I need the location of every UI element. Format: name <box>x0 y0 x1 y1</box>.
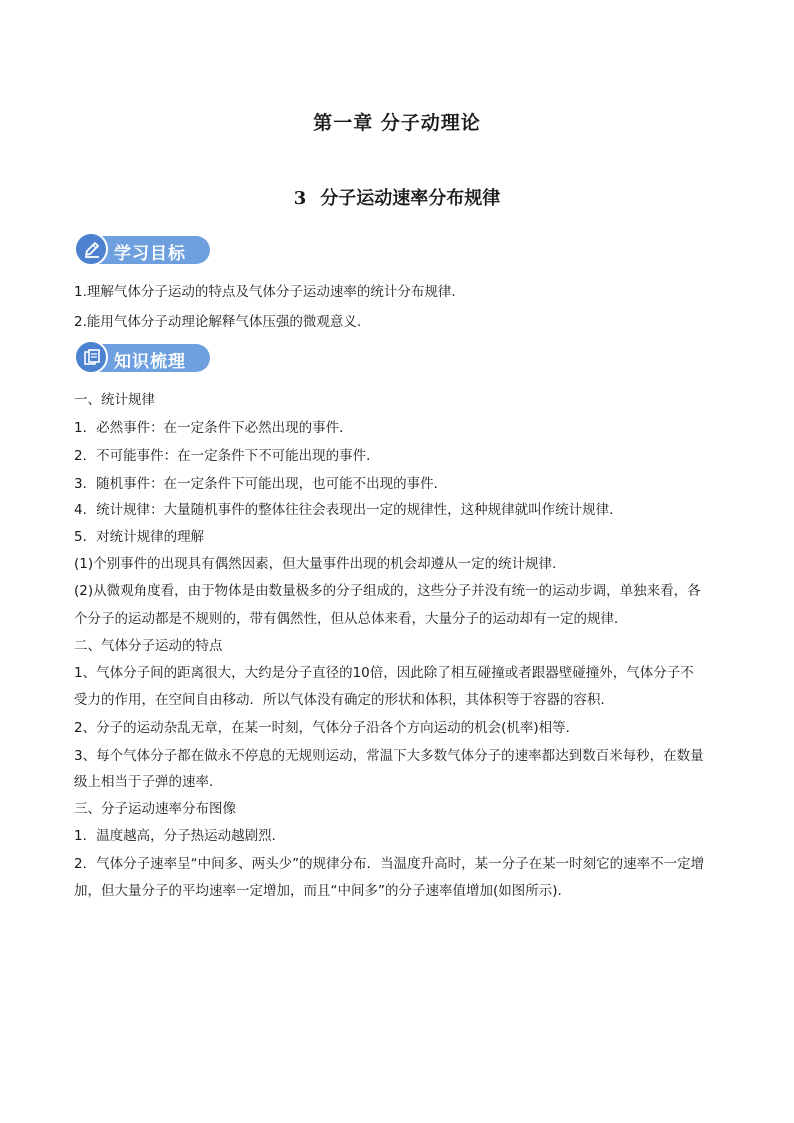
goal-item: 2.能用气体分子动理论解释气体压强的微观意义. <box>74 314 362 330</box>
content-line: 受力的作用，在空间自由移动．所以气体没有确定的形状和体积，其体积等于容器的容积． <box>74 692 614 708</box>
content-line: 3、每个气体分子都在做永不停息的无规则运动，常温下大多数气体分子的速率都达到数百米每秒，在数量 <box>74 748 704 764</box>
heading-statistics: 一、统计规律 <box>74 392 155 408</box>
content-line: 5．对统计规律的理解 <box>74 529 205 545</box>
goal-item: 1.理解气体分子运动的特点及气体分子运动速率的统计分布规律. <box>74 284 456 300</box>
content-line: 个分子的运动都是不规则的，带有偶然性，但从总体来看，大量分子的运动却有一定的规律． <box>74 611 628 627</box>
chapter-title: 第一章 分子动理论 <box>313 112 481 134</box>
goals-badge <box>74 232 210 266</box>
content-line: 1．必然事件：在一定条件下必然出现的事件． <box>74 420 353 436</box>
knowledge-badge-circle <box>74 340 108 374</box>
knowledge-badge-label: 知识梳理 <box>114 352 186 372</box>
content-line: 2．不可能事件：在一定条件下不可能出现的事件． <box>74 448 380 464</box>
goals-badge-label: 学习目标 <box>114 244 186 264</box>
content-line: (1)个别事件的出现具有偶然因素，但大量事件出现的机会却遵从一定的统计规律． <box>74 556 566 572</box>
content-line: 1．温度越高，分子热运动越剧烈． <box>74 828 286 844</box>
goals-badge-circle <box>74 232 108 266</box>
section-title <box>0 184 794 210</box>
content-line: 级上相当于子弹的速率． <box>74 774 223 790</box>
section-number: 3 <box>293 188 307 209</box>
content-line: 2、分子的运动杂乱无章，在某一时刻，气体分子沿各个方向运动的机会(机率)相等． <box>74 720 580 736</box>
heading-gas-motion: 二、气体分子运动的特点 <box>74 638 223 654</box>
content-line: 3．随机事件：在一定条件下可能出现，也可能不出现的事件． <box>74 476 448 492</box>
knowledge-badge <box>74 340 210 374</box>
content-line: (2)从微观角度看，由于物体是由数量极多的分子组成的，这些分子并没有统一的运动步调，单独来看，各 <box>74 583 701 599</box>
heading-speed-distribution: 三、分子运动速率分布图像 <box>74 801 236 817</box>
content-line: 4．统计规律：大量随机事件的整体往往会表现出一定的规律性，这种规律就叫作统计规律． <box>74 502 623 518</box>
section-title-text: 分子运动速率分布规律 <box>320 188 501 209</box>
content-line: 加，但大量分子的平均速率一定增加，而且“中间多”的分子速率值增加(如图所示)． <box>74 883 572 899</box>
content-line: 2．气体分子速率呈“中间多、两头少”的规律分布．当温度升高时，某一分子在某一时刻它的速率不一定增 <box>74 856 705 872</box>
content-line: 1、气体分子间的距离很大，大约是分子直径的10倍，因此除了相互碰撞或者跟器壁碰撞外，气体分子不 <box>74 665 694 681</box>
